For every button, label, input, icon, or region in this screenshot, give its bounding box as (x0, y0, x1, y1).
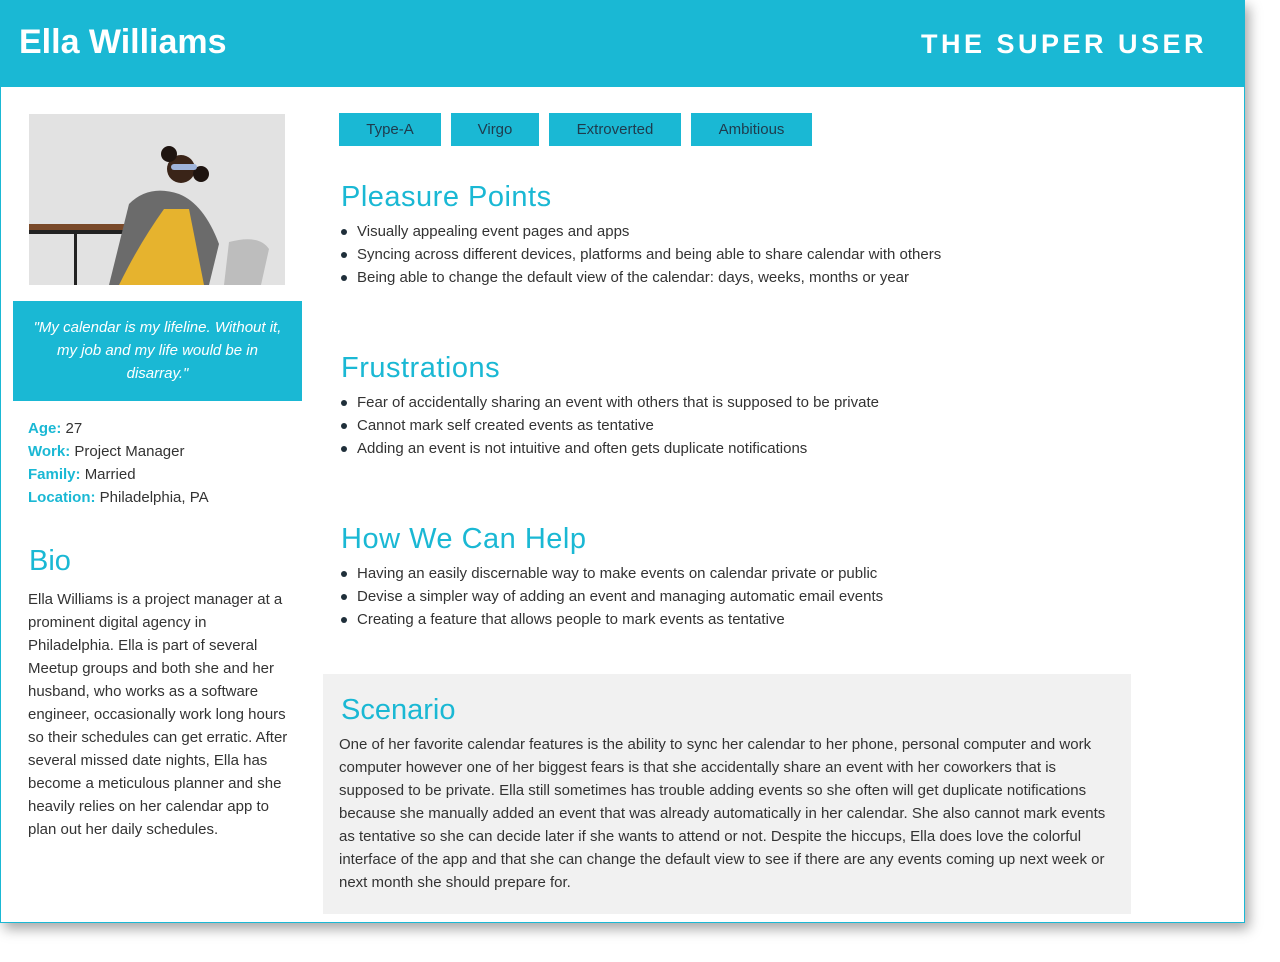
scenario-text: One of her favorite calendar features is the ability to sync her calendar to her phone, personal computer and work computer however one of her biggest fears is that she accidentally share an event with her coworkers that is supposed to be private. Ella still sometimes has trouble adding events so she often will get duplicate notifications because she manually added an event that was already automatically in her calendar. She also cannot mark events as tentative so she can decide later if she wants to attend or not. Despite the hiccups, Ella does love the colorful interface of the app and that she can change the default view to see if there are any events coming up next week or next month she should prepare for. (339, 736, 1106, 891)
bio-text: Ella Williams is a project manager at a prominent digital agency in Philadelphia. Ella is part of several Meetup groups and both she and her husband, who works as a software engineer, occasionally work long hours so their schedules can get erratic. After several missed date nights, Ella has become a meticulous planner and she heavily relies on her calendar app to plan out her daily schedules. (28, 591, 288, 838)
persona-photo (29, 114, 285, 285)
list-item: Creating a feature that allows people to mark events as tentative (341, 608, 883, 631)
persona-quote: "My calendar is my lifeline. Without it, my job and my life would be in disarray." (13, 301, 302, 401)
tag: Virgo (451, 113, 539, 146)
tag: Type-A (339, 113, 441, 146)
section-heading: How We Can Help (341, 523, 587, 555)
trait-tags (339, 113, 812, 146)
list-item: Fear of accidentally sharing an event with others that is supposed to be private (341, 391, 879, 414)
fact-family: Family: Married (28, 466, 136, 483)
list-item: Having an easily discernable way to make events on calendar private or public (341, 562, 883, 585)
persona-type: THE SUPER USER (921, 29, 1208, 59)
fact-age: Age: 27 (28, 420, 83, 437)
persona-facts (28, 417, 209, 509)
scenario-section (323, 674, 1131, 914)
section-pleasure-points (341, 181, 941, 289)
section-heading: Pleasure Points (341, 181, 552, 213)
bio-heading: Bio (29, 545, 71, 577)
list-item: Devise a simpler way of adding an event and managing automatic email events (341, 585, 883, 608)
fact-location: Location: Philadelphia, PA (28, 489, 209, 506)
header (1, 1, 1245, 87)
list-item: Adding an event is not intuitive and often gets duplicate notifications (341, 437, 879, 460)
tag: Ambitious (691, 113, 812, 146)
scenario-heading: Scenario (341, 694, 456, 726)
section-how-we-can-help (341, 523, 883, 631)
list-item: Visually appealing event pages and apps (341, 220, 941, 243)
persona-name: Ella Williams (19, 23, 227, 61)
section-heading: Frustrations (341, 352, 501, 384)
fact-work: Work: Project Manager (28, 443, 185, 460)
list-item: Cannot mark self created events as tentative (341, 414, 879, 437)
list-item: Being able to change the default view of the calendar: days, weeks, months or year (341, 266, 941, 289)
section-frustrations (341, 352, 879, 460)
list-item: Syncing across different devices, platforms and being able to share calendar with others (341, 243, 941, 266)
tag: Extroverted (549, 113, 681, 146)
